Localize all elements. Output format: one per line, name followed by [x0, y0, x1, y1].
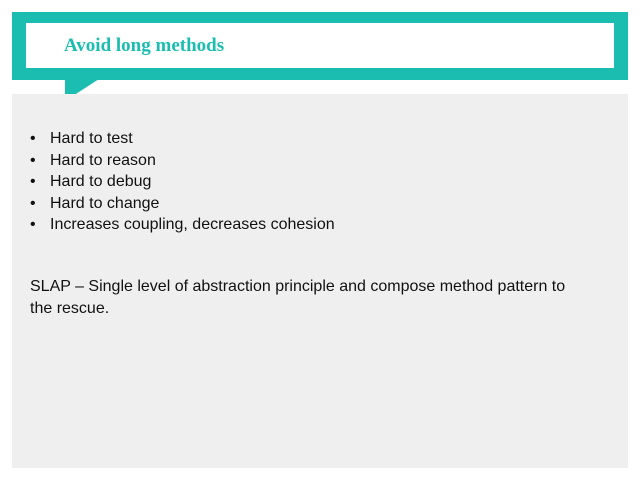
- bullet-text: Hard to reason: [50, 151, 156, 169]
- bullet-icon: •: [30, 151, 36, 169]
- title-box: [26, 23, 614, 68]
- bullet-icon: •: [30, 130, 36, 147]
- bullet-list: [30, 128, 335, 236]
- slap-paragraph: SLAP – Single level of abstraction principle and compose method pattern to the rescue.: [30, 278, 566, 317]
- bullet-item: [30, 150, 335, 172]
- bullet-item: [30, 128, 335, 150]
- bullet-icon: •: [30, 173, 36, 190]
- bullet-icon: •: [30, 216, 36, 233]
- bullet-icon: •: [30, 194, 36, 212]
- bullet-text: Hard to change: [50, 194, 160, 212]
- bullet-item: [30, 193, 335, 215]
- content-panel: [12, 94, 628, 468]
- bullet-text: Hard to debug: [50, 173, 152, 190]
- bullet-text: Hard to test: [50, 130, 133, 147]
- bullet-text: Increases coupling, decreases cohesion: [50, 216, 335, 233]
- bullet-item: [30, 171, 335, 193]
- bullet-item: [30, 214, 335, 236]
- slide-title: Avoid long methods: [64, 35, 225, 56]
- title-banner: [12, 12, 628, 80]
